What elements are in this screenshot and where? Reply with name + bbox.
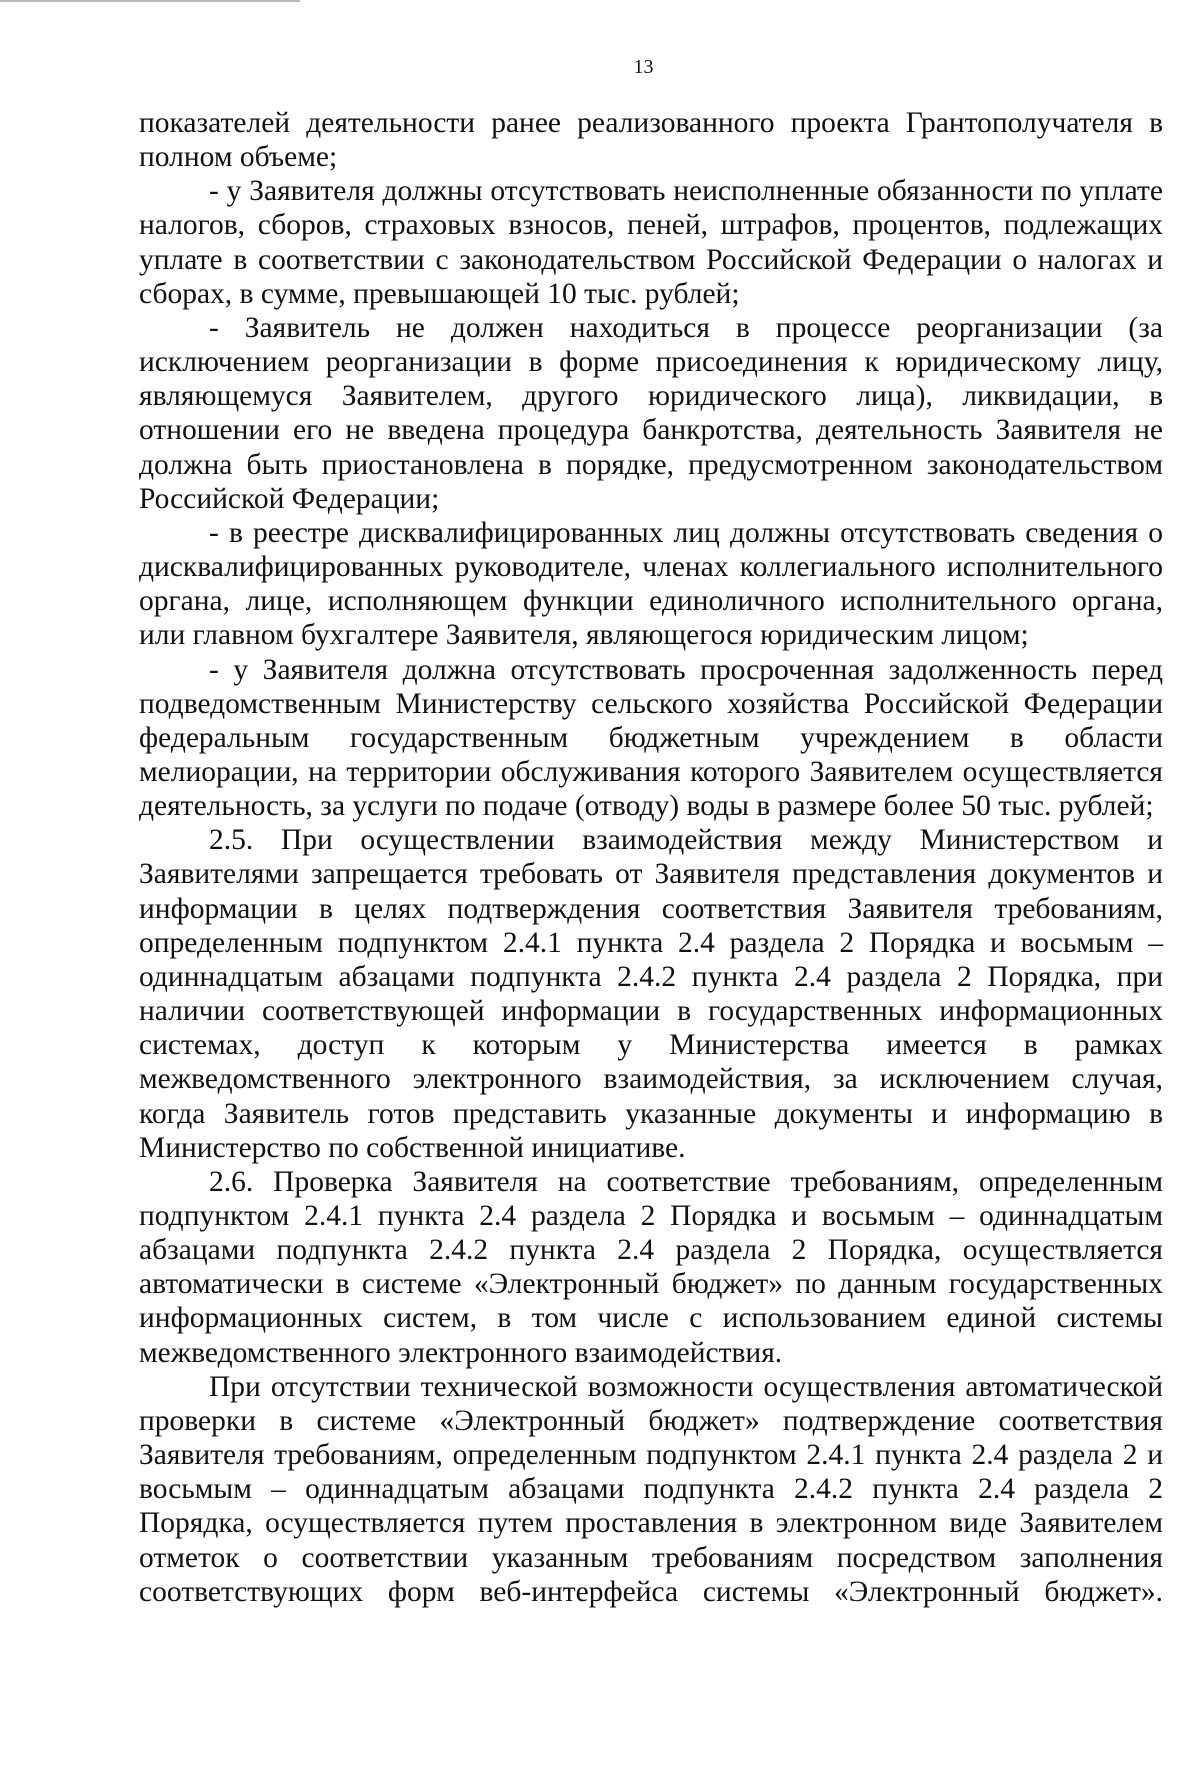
paragraph-2-6: 2.6. Проверка Заявителя на соответствие требованиям, определенным подпунктом 2.4.1 пункта 2.4 раздела 2 Порядка и восьмым – одиннадцатым абзацами подпункта 2.4.2 пункта 2.4 раздела 2 Порядка, осуществляется автоматически в системе «Электронный бюджет» по данным государственных информационных систем, в том числе с использованием единой системы межведомственного электронного взаимодействия. xyxy=(139,1165,1163,1369)
page-number: 13 xyxy=(633,56,654,78)
paragraph-manual-check: При отсутствии технической возможности осуществления автоматической проверки в системе «Электронный бюджет» подтверждение соответствия Заявителя требованиям, определенным подпунктом 2.4.1 пункта 2.4 раздела 2 и восьмым – одиннадцатым абзацами подпункта 2.4.2 пункта 2.4 раздела 2 Порядка, осуществляется путем проставления в электронном виде Заявителем отметок о соответствии указанным требованиям посредством заполнения соответствующих форм веб-интерфейса системы «Электронный бюджет». xyxy=(139,1370,1163,1608)
paragraph-overdue-debt: - у Заявителя должна отсутствовать просроченная задолженность перед подведомственным Министерству сельского хозяйства Российской Федерации федеральным государственным бюджетным учреждением в области мелиорации, на территории обслуживания которого Заявителем осуществляется деятельность, за услуги по подаче (отводу) воды в размере более 50 тыс. рублей; xyxy=(139,653,1163,823)
paragraph-continuation: показателей деятельности ранее реализованного проекта Грантополучателя в полном объеме; xyxy=(139,107,1163,174)
paragraph-tax-obligations: - у Заявителя должны отсутствовать неисполненные обязанности по уплате налогов, сборов, страховых взносов, пеней, штрафов, процентов, подлежащих уплате в соответствии с законодательством Российской Федерации о налогах и сборах, в сумме, превышающей 10 тыс. рублей; xyxy=(139,175,1163,310)
paragraph-2-5: 2.5. При осуществлении взаимодействия между Министерством и Заявителями запрещается требовать от Заявителя представления документов и информации в целях подтверждения соответствия Заявителя требованиям, определенным подпунктом 2.4.1 пункта 2.4 раздела 2 Порядка и восьмым – одиннадцатым абзацами подпункта 2.4.2 пункта 2.4 раздела 2 Порядка, при наличии соответствующей информации в государственных информационных системах, доступ к которым у Министерства имеется в рамках межведомственного электронного взаимодействия, за исключением случая, когда Заявитель готов представить указанные документы и информацию в Министерство по собственной инициативе. xyxy=(139,824,1163,1164)
document-body xyxy=(139,106,1163,1609)
paragraph-reorganization: - Заявитель не должен находиться в процессе реорганизации (за исключением реорганизации в форме присоединения к юридическому лицу, являющемуся Заявителем, другого юридического лица), ликвидации, в отношении его не введена процедура банкротства, деятельность Заявителя не должна быть приостановлена в порядке, предусмотренном законодательством Российской Федерации; xyxy=(139,311,1163,515)
paragraph-disqualified-persons: - в реестре дисквалифицированных лиц должны отсутствовать сведения о дисквалифицированных руководителе, членах коллегиального исполнительного органа, лице, исполняющем функции единоличного исполнительного органа, или главном бухгалтере Заявителя, являющегося юридическим лицом; xyxy=(139,516,1163,652)
top-edge-line xyxy=(0,0,300,2)
